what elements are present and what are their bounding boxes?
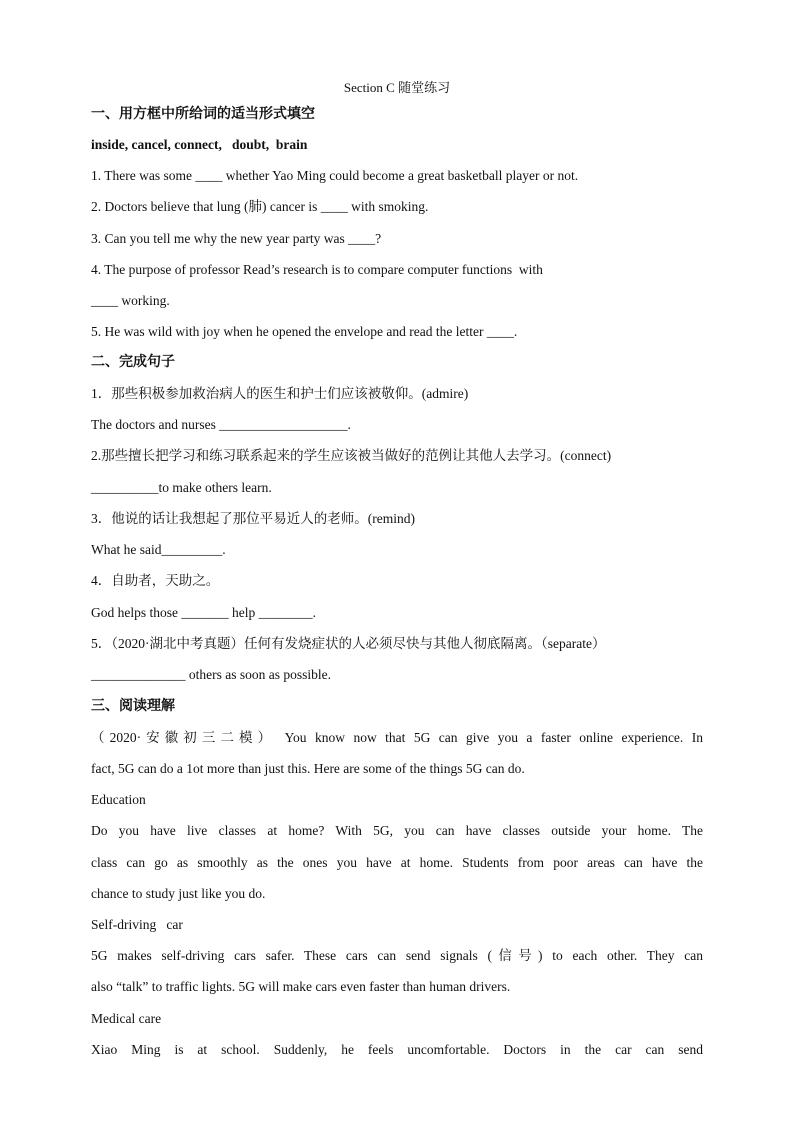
reading-paragraph-1-line2: fact, 5G can do a 1ot more than just this. Here are some of the things 5G can do. [91,761,525,776]
page-title: Section C 随堂练习 [343,80,451,95]
translate-question-5: 5．（2020·湖北中考真题）任何有发烧症状的人必须尽快与其他人彻底隔离。（separate） [91,636,606,651]
subheading-self-driving: Self-driving car [91,917,183,932]
fill-question-3: 3. Can you tell me why the new year party was ____? [91,231,382,246]
fill-question-1: 1. There was some ____ whether Yao Ming could become a great basketball player or not. [91,168,579,183]
translate-question-2: 2.那些擅长把学习和练习联系起来的学生应该被当做好的范例让其他人去学习。(connect) [91,448,612,463]
section2-heading: 二、完成句子 [91,354,175,370]
reading-paragraph-3-line1: 5G makes self-driving cars safer. These cars can send signals (信号) to each other. They can [91,948,703,963]
reading-paragraph-4-line1: Xiao Ming is at school. Suddenly, he feels uncomfortable. Doctors in the car can send [91,1042,703,1057]
word-box: inside, cancel, connect, doubt, brain [91,137,308,152]
translate-question-4: 4．自助者，天助之。 [91,573,220,588]
section1-heading: 一、用方框中所给词的适当形式填空 [91,106,315,122]
translate-answer-4: God helps those _______ help ________. [91,605,316,620]
subheading-education: Education [91,792,146,807]
translate-answer-1: The doctors and nurses ___________________. [91,417,351,432]
fill-question-4-line2: ____ working. [91,293,170,308]
reading-paragraph-2-line1: Do you have live classes at home? With 5G, you can have classes outside your home. The [91,823,703,838]
fill-question-4-line1: 4. The purpose of professor Read’s research is to compare computer functions with [91,262,543,277]
translate-answer-5: ______________ others as soon as possible. [91,667,331,682]
reading-paragraph-1-line1: （2020·安徽初三二模） You know now that 5G can give you a faster online experience. In [91,730,703,745]
translate-answer-3: What he said_________. [91,542,226,557]
fill-question-5: 5. He was wild with joy when he opened the envelope and read the letter ____. [91,324,518,339]
subheading-medical-care: Medical care [91,1011,162,1026]
reading-paragraph-2-line2: class can go as smoothly as the ones you have at home. Students from poor areas can have the [91,855,703,870]
translate-question-1: 1．那些积极参加救治病人的医生和护士们应该被敬仰。(admire) [91,386,469,401]
translate-question-3: 3．他说的话让我想起了那位平易近人的老师。(remind) [91,511,415,526]
fill-question-2: 2. Doctors believe that lung (肺) cancer is ____ with smoking. [91,199,429,214]
section3-heading: 三、阅读理解 [91,698,175,714]
reading-paragraph-2-line3: chance to study just like you do. [91,886,266,901]
reading-paragraph-3-line2: also “talk” to traffic lights. 5G will make cars even faster than human drivers. [91,979,511,994]
translate-answer-2: __________to make others learn. [91,480,272,495]
